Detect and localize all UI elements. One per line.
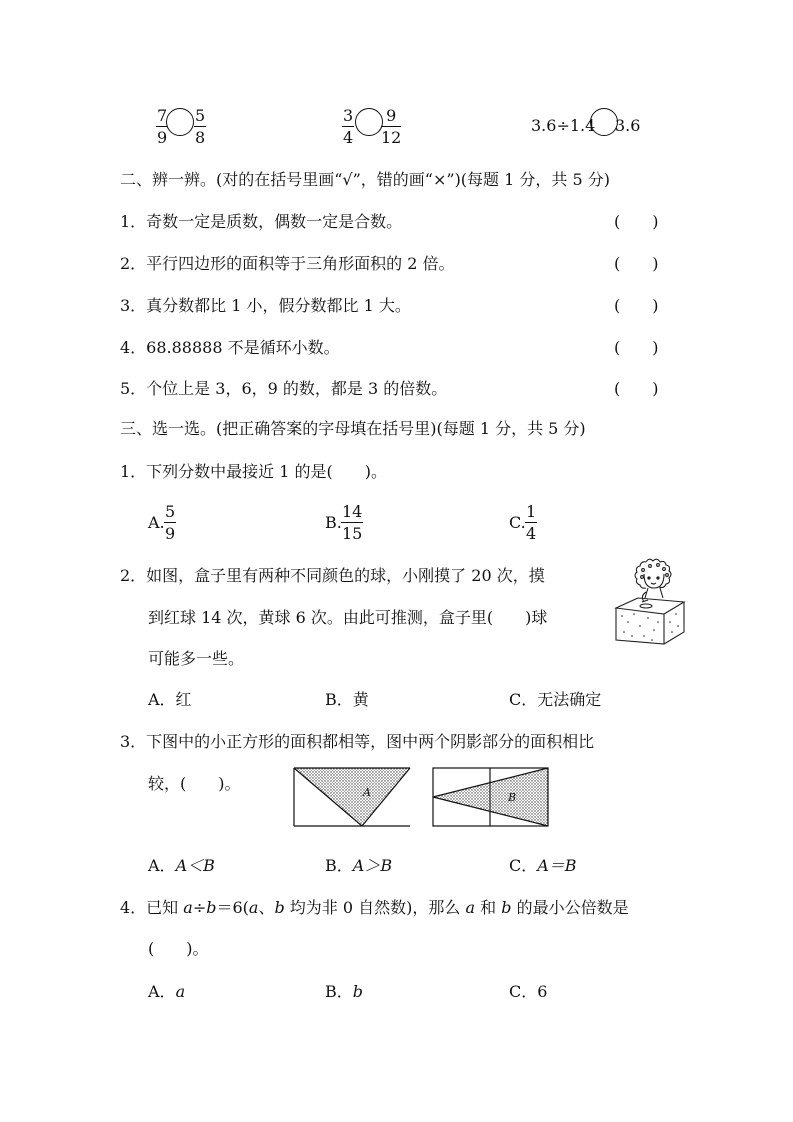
- label-a: A: [363, 786, 371, 799]
- judge-item-2: 2．平行四边形的面积等于三角形面积的 2 倍。: [120, 254, 455, 273]
- fraction: $\frac{3}{4}$: [343, 106, 354, 147]
- answer-blank-1[interactable]: ( ): [614, 212, 659, 231]
- question-1-stem[interactable]: 1．下列分数中最接近 1 的是( )。: [120, 462, 388, 481]
- answer-blank-4[interactable]: ( ): [614, 338, 659, 357]
- expression-left: 3.6÷1.4: [531, 116, 596, 135]
- question-4-line-1: 4．已知 a÷b＝6(a、b 均为非 0 自然数)，那么 a 和 b 的最小公倍数是: [120, 898, 629, 917]
- q2-option-c[interactable]: C．无法确定: [509, 690, 602, 709]
- q3-option-c[interactable]: C．A＝B: [509, 856, 577, 875]
- judge-item-3: 3．真分数都比 1 小，假分数都比 1 大。: [120, 296, 411, 315]
- question-3-line-2[interactable]: 较，( )。: [148, 774, 241, 793]
- answer-blank-2[interactable]: ( ): [614, 254, 659, 273]
- question-2-line-1: 2．如图，盒子里有两种不同颜色的球，小刚摸了 20 次，摸: [120, 566, 545, 585]
- label-b: B: [508, 791, 517, 804]
- q2-option-a[interactable]: A．红: [148, 690, 192, 709]
- fraction: $\frac{7}{9}$: [157, 106, 168, 147]
- q2-option-b[interactable]: B．黄: [325, 690, 369, 709]
- section-2-title: 二、辨一辨。(对的在括号里画“√”，错的画“×”)(每题 1 分，共 5 分): [120, 170, 610, 189]
- figure-a: [294, 768, 410, 826]
- judge-item-5: 5．个位上是 3，6，9 的数，都是 3 的倍数。: [120, 379, 448, 398]
- q3-option-a[interactable]: A．A＜B: [148, 856, 215, 875]
- judge-item-4: 4．68.88888 不是循环小数。: [120, 338, 340, 357]
- answer-blank-5[interactable]: ( ): [614, 379, 659, 398]
- figure-b: [433, 768, 548, 826]
- q4-option-b[interactable]: B．b: [325, 982, 364, 1001]
- fraction: $\frac{9}{12}$: [381, 106, 402, 147]
- question-4-line-2[interactable]: ( )。: [148, 939, 209, 958]
- judge-item-1: 1．奇数一定是质数，偶数一定是合数。: [120, 212, 403, 231]
- answer-blank-3[interactable]: ( ): [614, 296, 659, 315]
- q4-option-c[interactable]: C．6: [509, 982, 548, 1001]
- q4-option-a[interactable]: A．a: [148, 982, 186, 1001]
- q3-option-b[interactable]: B．A＞B: [325, 856, 393, 875]
- fraction: $\frac{5}{8}$: [195, 106, 206, 147]
- question-2-line-3: 可能多一些。: [148, 649, 245, 668]
- fraction: $\frac{5}{9}$: [165, 502, 176, 543]
- question-2-line-2[interactable]: 到红球 14 次，黄球 6 次。由此可推测，盒子里( )球: [148, 608, 548, 627]
- fraction: $\frac{1}{4}$: [526, 502, 537, 543]
- question-3-line-1: 3．下图中的小正方形的面积都相等，图中两个阴影部分的面积相比: [120, 732, 595, 751]
- expression-right: 3.6: [615, 116, 641, 135]
- fraction: $\frac{14}{15}$: [342, 502, 363, 543]
- section-3-title: 三、选一选。(把正确答案的字母填在括号里)(每题 1 分，共 5 分): [120, 419, 586, 438]
